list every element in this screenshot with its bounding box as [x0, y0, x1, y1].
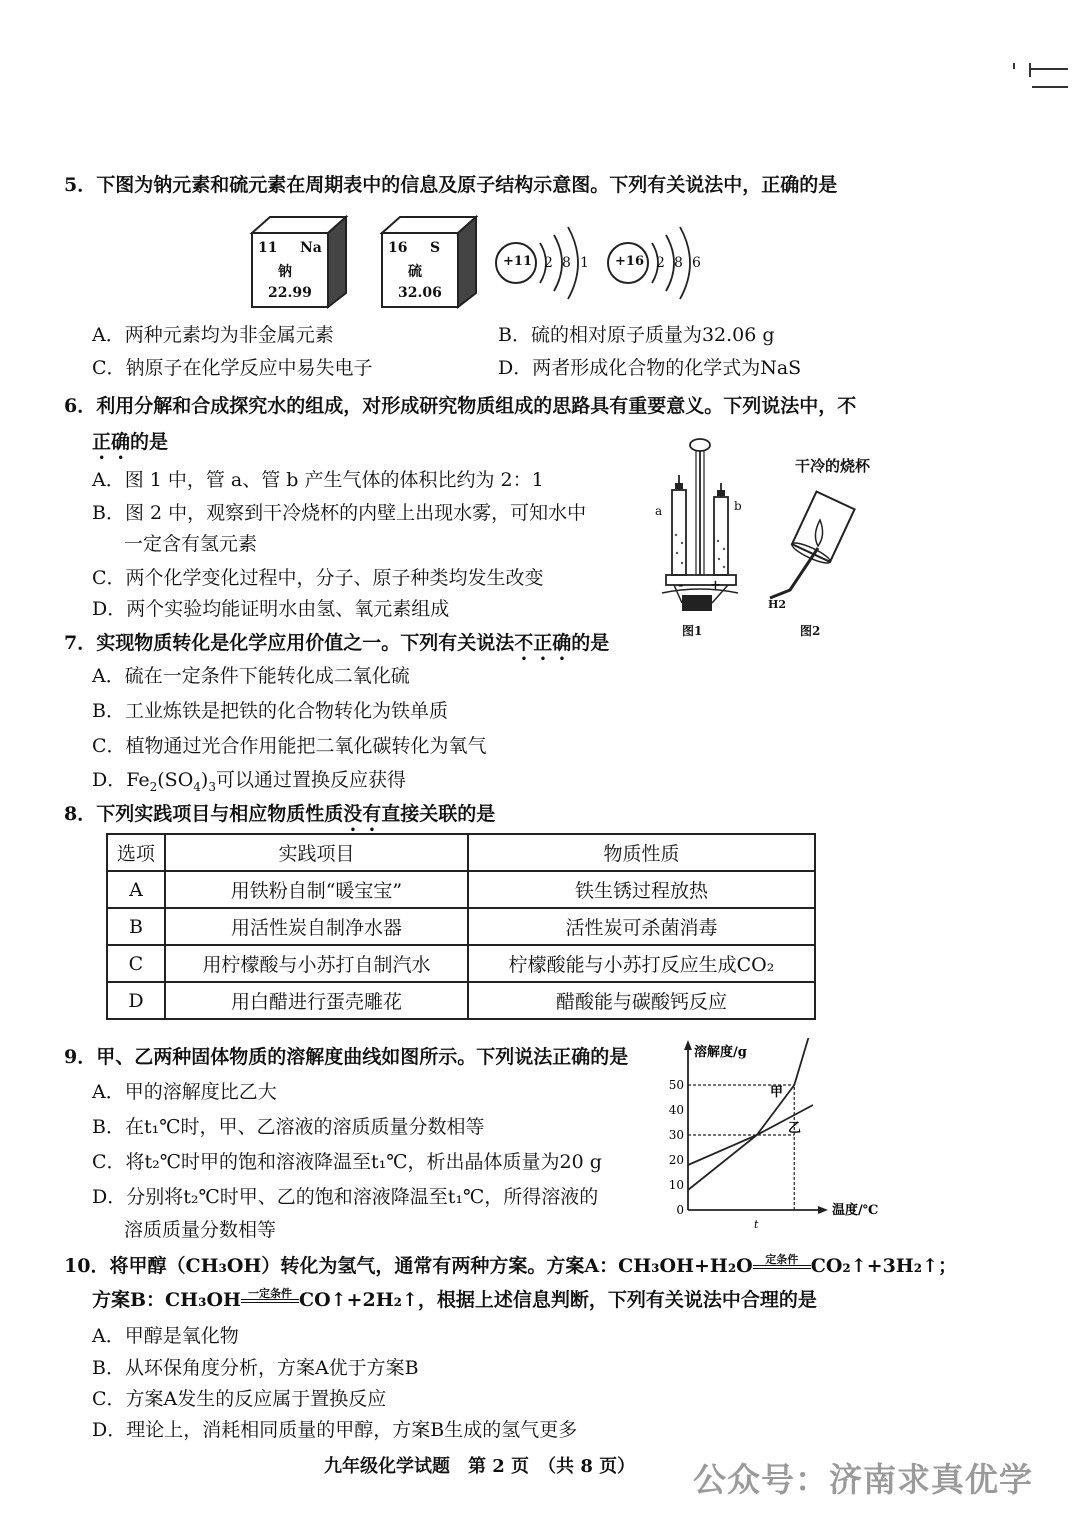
table-cell: 用铁粉自制“暖宝宝” — [165, 871, 468, 908]
fig1-minus-label: - — [678, 578, 684, 593]
s-symbol: S — [430, 240, 441, 256]
fig2-gas-label: H2 — [768, 598, 787, 611]
na-shell-1: 2 — [544, 255, 553, 271]
y-tick-label: 40 — [668, 1103, 684, 1117]
q10-line1-post: CO₂↑+3H₂↑； — [810, 1255, 957, 1277]
q7-d-mid: (SO — [157, 769, 194, 791]
q5-option-c: C．钠原子在化学反应中易失电子 — [92, 357, 373, 379]
fig1-tube-a-label: a — [655, 504, 663, 518]
q10-line2-post: CO↑+2H₂↑，根据上述信息判断，下列有关说法中合理的是 — [298, 1289, 817, 1311]
s-shell-3: 6 — [692, 255, 701, 271]
q10-option-a: A．甲醇是氧化物 — [92, 1325, 239, 1347]
y-axis-label: 溶解度/g — [694, 1045, 747, 1060]
q7-option-c: C．植物通过光合作用能把二氧化碳转化为氧气 — [92, 735, 487, 757]
table-row — [107, 945, 815, 982]
q7-stem-post: 的是 — [571, 632, 610, 654]
s-name: 硫 — [408, 264, 422, 280]
q10-option-d: D．理论上，消耗相同质量的甲醇，方案B生成的氢气更多 — [92, 1419, 578, 1441]
na-shell-2: 8 — [562, 255, 571, 271]
na-name: 钠 — [278, 264, 292, 280]
table-cell: 活性炭可杀菌消毒 — [468, 908, 815, 945]
table-row — [107, 982, 815, 1019]
table-header: 实践项目 — [165, 834, 468, 871]
q10-line1 — [64, 1251, 957, 1280]
table-cell: C — [107, 945, 165, 982]
table-cell: 铁生锈过程放热 — [468, 871, 815, 908]
table-cell: 柠檬酸能与小苏打反应生成CO₂ — [468, 945, 815, 982]
q6-stem-line1: 6．利用分解和合成探究水的组成，对形成研究物质组成的思路具有重要意义。下列说法中，不 — [64, 395, 857, 417]
na-nucleus: +11 — [503, 254, 532, 269]
y-tick-label: 0 — [676, 1203, 684, 1217]
q6-option-a: A．图 1 中，管 a、管 b 产生气体的体积比约为 2：1 — [92, 469, 544, 491]
table-row — [107, 908, 815, 945]
s-mass: 32.06 — [398, 285, 442, 301]
fig1-electrolysis-apparatus — [652, 435, 752, 620]
q10-option-b: B．从环保角度分析，方案A优于方案B — [92, 1357, 419, 1379]
corner-mark — [1010, 55, 1070, 95]
q5-option-a: A．两种元素均为非金属元素 — [92, 324, 334, 346]
q6-option-b1: B．图 2 中，观察到干冷烧杯的内壁上出现水雾，可知水中 — [92, 502, 587, 524]
q7-stem — [64, 628, 609, 665]
q9-option-a: A．甲的溶解度比乙大 — [92, 1081, 277, 1103]
reaction-arrow-b — [241, 1288, 299, 1314]
q5-stem: 5．下图为钠元素和硫元素在周期表中的信息及原子结构示意图。下列有关说法中，正确的是 — [64, 174, 838, 196]
y-tick-label: 50 — [668, 1078, 684, 1092]
table-cell: D — [107, 982, 165, 1019]
fig2-beaker-label: 干冷的烧杯 — [795, 457, 871, 475]
q9-option-d1: D．分别将t₂℃时甲、乙的饱和溶液降温至t₁℃，所得溶液的 — [92, 1186, 599, 1208]
q7-d-pre: D．Fe — [92, 769, 150, 791]
q7-d-sub3: 3 — [208, 779, 216, 794]
s-shell-1: 2 — [656, 255, 665, 271]
x-axis-arrow — [818, 1206, 828, 1214]
reaction-arrow-a — [753, 1254, 811, 1280]
table-header: 选项 — [107, 834, 165, 871]
y-tick-label: 20 — [668, 1153, 684, 1167]
q10-option-c: C．方案A发生的反应属于置换反应 — [92, 1388, 387, 1410]
s-number: 16 — [388, 240, 408, 256]
q8-stem-post: 直接关联的是 — [381, 803, 496, 825]
q7-d-sub2: 4 — [193, 779, 201, 794]
q8-stem — [64, 799, 495, 836]
series-label-jia: 甲 — [770, 1085, 784, 1100]
cond-b: 一定条件 — [247, 1287, 292, 1300]
s-nucleus: +16 — [615, 254, 644, 269]
fig1-tube-b-label: b — [734, 499, 742, 513]
x-tick-label: t — [754, 1218, 759, 1231]
solubility-chart — [660, 1038, 900, 1238]
table-cell: B — [107, 908, 165, 945]
x-axis-label: 温度/℃ — [832, 1203, 879, 1218]
q6-stem-end: 的是 — [130, 431, 169, 453]
q7-emphasis: 不正确 — [514, 632, 572, 654]
table-cell: 用白醋进行蛋壳雕花 — [165, 982, 468, 1019]
fig2-caption: 图2 — [800, 624, 821, 638]
q7-d-post: ) — [200, 769, 209, 791]
y-tick-label: 30 — [668, 1128, 684, 1142]
fig1-caption: 图1 — [682, 624, 703, 638]
q7-stem-pre: 7．实现物质转化是化学应用价值之一。下列有关说法 — [64, 632, 515, 654]
q5-option-d: D．两者形成化合物的化学式为NaS — [498, 357, 802, 379]
q7-d-end: 可以通过置换反应获得 — [215, 769, 406, 791]
na-mass: 22.99 — [268, 285, 312, 301]
table-cell: 醋酸能与碳酸钙反应 — [468, 982, 815, 1019]
y-tick-label: 10 — [668, 1178, 684, 1192]
q9-option-c: C．将t₂℃时甲的饱和溶液降温至t₁℃，析出晶体质量为20 g — [92, 1151, 602, 1173]
q7-d-sub1: 2 — [149, 779, 158, 794]
q7-option-b: B．工业炼铁是把铁的化合物转化为铁单质 — [92, 700, 448, 722]
na-shell-3: 1 — [580, 255, 589, 271]
cond-a: 定条件 — [765, 1253, 799, 1266]
q8-table — [106, 833, 816, 1020]
table-row — [107, 871, 815, 908]
table-header-row — [107, 834, 815, 871]
y-axis-arrow — [684, 1040, 692, 1050]
q8-stem-pre: 8．下列实践项目与相应物质性质 — [64, 803, 344, 825]
s-shell-2: 8 — [674, 255, 683, 271]
fig2-beaker-flame — [760, 480, 870, 610]
q9-stem: 9．甲、乙两种固体物质的溶解度曲线如图所示。下列说法正确的是 — [64, 1046, 629, 1068]
table-cell: A — [107, 871, 165, 908]
table-cell: 用柠檬酸与小苏打自制汽水 — [165, 945, 468, 982]
table-header: 物质性质 — [468, 834, 815, 871]
q6-stem-line2 — [92, 427, 168, 464]
series-label-yi: 乙 — [788, 1121, 802, 1136]
q9-option-b: B．在t₁℃时，甲、乙溶液的溶质质量分数相等 — [92, 1116, 485, 1138]
page-footer: 九年级化学试题 第 2 页 （共 8 页） — [324, 1456, 636, 1477]
q7-option-d — [92, 765, 406, 794]
q10-line2-pre: 方案B：CH₃OH — [92, 1289, 241, 1311]
watermark: 公众号：济南求真优学 — [693, 1460, 1033, 1499]
q6-option-b2: 一定含有氢元素 — [124, 533, 258, 555]
q6-option-c: C．两个化学变化过程中，分子、原子种类均发生改变 — [92, 567, 544, 589]
q8-emphasis: 没有 — [343, 803, 382, 825]
q7-option-a: A．硫在一定条件下能转化成二氧化硫 — [92, 665, 410, 687]
q10-line2 — [92, 1285, 817, 1314]
fig1-plus-label: + — [710, 578, 721, 593]
na-symbol: Na — [300, 240, 322, 256]
q6-option-d: D．两个实验均能证明水由氢、氧元素组成 — [92, 598, 450, 620]
q10-line1-pre: 10．将甲醇（CH₃OH）转化为氢气，通常有两种方案。方案A：CH₃OH+H₂O — [64, 1255, 753, 1277]
q5-option-b: B．硫的相对原子质量为32.06 g — [498, 324, 775, 346]
table-cell: 用活性炭自制净水器 — [165, 908, 468, 945]
q6-emphasis: 正确 — [92, 431, 131, 453]
na-number: 11 — [258, 240, 278, 256]
q9-option-d2: 溶质质量分数相等 — [124, 1219, 277, 1241]
